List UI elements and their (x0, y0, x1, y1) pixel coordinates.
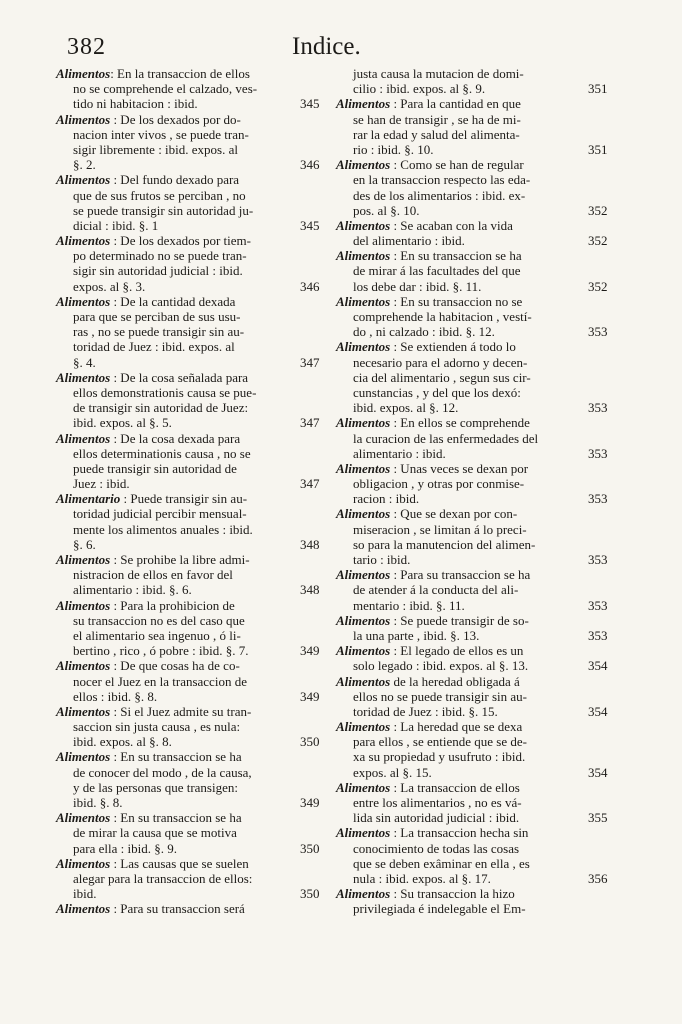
index-entry (336, 248, 608, 294)
index-entry (336, 886, 574, 916)
entry-line: comprehende la habitacion , vestí- (353, 309, 532, 324)
page-reference: 355 (588, 810, 608, 826)
entry-line: ibid. expos. al §. 5. (73, 415, 172, 431)
entry-line: rio : ibid. §. 10. (353, 141, 434, 157)
entry-line: Alimentos : En ellos se comprehende (336, 415, 530, 431)
page-reference: 353 (588, 491, 608, 507)
page-reference: 350 (300, 840, 320, 856)
page-reference: 353 (588, 324, 608, 340)
entry-line: mente los alimentos anuales : ibid. (73, 521, 253, 537)
entry-line: la curacion de las enfermedades del (353, 430, 539, 446)
index-entry (56, 901, 294, 916)
entry-line: Alimentos : Se prohibe la libre admi- (56, 552, 250, 567)
entry-line: del alimentario : ibid. (353, 233, 465, 249)
entry-line: Alimentos : Si el Juez admite su tran- (56, 703, 252, 719)
index-entry (336, 612, 608, 643)
page-reference: 348 (300, 536, 320, 552)
entry-line: Alimentos : En su transaccion se ha (336, 248, 522, 264)
entry-line: ibid. expos. al §. 8. (73, 734, 172, 750)
index-entry (336, 643, 608, 674)
entry-line: Alimentos : Se extienden á todo lo (336, 339, 516, 355)
entry-line: nistracion de ellos en favor del (73, 567, 233, 583)
page-reference: 345 (300, 96, 320, 112)
entry-line: Alimentos : De la cosa dexada para (56, 430, 241, 446)
page-reference: 351 (588, 81, 608, 97)
entry-line: Alimentario : Puede transigir sin au- (56, 491, 248, 507)
page-number: 382 (67, 34, 106, 60)
entry-line: §. 4. (73, 354, 96, 370)
page-reference: 352 (588, 278, 608, 294)
entry-line: Alimentos : El legado de ellos es un (336, 643, 524, 659)
page-reference: 353 (588, 400, 608, 416)
page-reference: 346 (300, 157, 320, 173)
page-reference: 347 (300, 476, 320, 492)
entry-line: lida sin autoridad judicial : ibid. (353, 810, 520, 826)
entry-line: se puede transigir sin autoridad ju- (73, 202, 254, 218)
entry-line: racion : ibid. (353, 491, 420, 507)
entry-line: se han de transigir , se ha de mi- (353, 111, 521, 127)
entry-line: justa causa la mutacion de domi- (353, 66, 524, 81)
index-entry (336, 96, 608, 157)
entry-line: en la transaccion respecto las eda- (353, 172, 531, 188)
entry-line: Alimentos : Para la cantidad en que (336, 96, 521, 112)
entry-line: ibid. expos. al §. 12. (353, 400, 459, 416)
page-reference: 350 (300, 734, 320, 750)
page-reference: 347 (300, 415, 320, 431)
page-reference: 353 (588, 552, 608, 568)
entry-line: Alimentos: En la transaccion de ellos (56, 66, 250, 81)
entry-line: ellos demonstrationis causa se pue- (73, 384, 257, 400)
entry-line: rar la edad y salud del alimenta- (353, 126, 520, 142)
page-reference: 353 (588, 597, 608, 613)
entry-line: de mirar la causa que se motiva (73, 825, 237, 841)
entry-line: cunstancias , y del que los dexó: (353, 384, 521, 400)
entry-line: §. 2. (73, 157, 96, 173)
page-reference: 349 (300, 643, 320, 659)
index-entry (336, 506, 608, 568)
entry-line: nocer el Juez en la transaccion de (73, 673, 247, 689)
index-entry (336, 719, 608, 780)
entry-line: nula : ibid. expos. al §. 17. (353, 870, 491, 886)
entry-line: miseracion , se limitan á lo preci- (353, 521, 527, 537)
entry-line: ras , no se puede transigir sin au- (73, 324, 245, 340)
entry-line: §. 6. (73, 536, 96, 552)
entry-line: po determinado no se puede tran- (73, 248, 247, 264)
entry-line: privilegiada é indelegable el Em- (353, 901, 526, 917)
entry-line: Alimentos : Las causas que se suelen (56, 855, 249, 871)
index-entry (56, 111, 320, 173)
entry-line: Alimentos : De la cantidad dexada (56, 293, 236, 309)
entry-line: ibid. §. 8. (73, 795, 123, 810)
page-reference: 349 (300, 688, 320, 704)
entry-line: ellos no se puede transigir sin au- (353, 688, 528, 704)
entry-line: Alimentos : Del fundo dexado para (56, 172, 240, 188)
entry-line: cia del alimentario , segun sus cir- (353, 369, 531, 385)
entry-line: Alimentos de la heredad obligada á (336, 673, 520, 689)
page-reference: 345 (300, 217, 320, 233)
index-entry (336, 460, 608, 507)
index-entry (56, 658, 320, 704)
entry-line: Alimentos : En su transaccion se ha (56, 810, 242, 826)
entry-line: Alimentos : En su transaccion se ha (56, 749, 242, 765)
entry-line: des de los alimentarios : ibid. ex- (353, 187, 526, 203)
entry-line: Alimentos : Que se dexan por con- (336, 506, 518, 522)
entry-line: que se deben exâminar en ella , es (353, 855, 530, 871)
entry-line: pos. al §. 10. (353, 202, 420, 218)
entry-line: de mirar á las facultades del que (353, 263, 521, 279)
page-reference: 346 (300, 278, 320, 294)
entry-line: de transigir sin autoridad de Juez: (73, 400, 249, 416)
page-reference: 350 (300, 886, 320, 902)
index-entry (336, 779, 608, 826)
entry-line: no se comprehende el calzado, ves- (73, 81, 258, 97)
entry-line: necesario para el adorno y decen- (353, 354, 528, 370)
entry-line: de atender á la conducta del ali- (353, 582, 519, 598)
entry-line: Alimentos : De que cosas ha de co- (56, 658, 240, 674)
entry-line: Alimentos : Su transaccion la hizo (336, 886, 515, 902)
index-entry (56, 810, 320, 856)
entry-line: puede transigir sin autoridad de (73, 460, 237, 476)
index-entry (336, 415, 608, 461)
right-column (336, 66, 608, 917)
entry-line: bertino , rico , ó pobre : ibid. §. 7. (73, 643, 249, 659)
entry-line: toridad de Juez : ibid. expos. al (73, 339, 235, 355)
entry-line: Alimentos : Para su transaccion será (56, 901, 245, 917)
entry-line: y de las personas que transigen: (73, 779, 238, 795)
index-entry (56, 293, 320, 370)
index-entry (336, 217, 608, 249)
index-entry (56, 703, 320, 750)
page-reference: 348 (300, 582, 320, 598)
entry-line: saccion sin justa causa , es nula: (73, 719, 241, 735)
entry-line: ellos : ibid. §. 8. (73, 688, 158, 704)
entry-line: Juez : ibid. (73, 476, 130, 492)
index-entry (336, 567, 608, 613)
index-entry (336, 293, 608, 340)
entry-line: tario : ibid. (353, 552, 411, 567)
entry-line: solo legado : ibid. expos. al §. 13. (353, 658, 529, 674)
entry-line: Alimentos : De los dexados por do- (56, 111, 241, 127)
entry-line: dicial : ibid. §. 1 (73, 217, 159, 233)
entry-line: Alimentos : Unas veces se dexan por (336, 460, 529, 476)
entry-line: toridad de Juez : ibid. §. 15. (353, 703, 498, 719)
page-reference: 354 (588, 703, 608, 719)
entry-line: Alimentos : De los dexados por tiem- (56, 233, 251, 249)
index-entry (56, 233, 320, 294)
entry-line: Alimentos : En su transaccion no se (336, 293, 523, 309)
entry-line: la una parte , ibid. §. 13. (353, 627, 480, 643)
left-column (56, 66, 320, 917)
page-reference: 356 (588, 870, 608, 886)
index-entry (56, 66, 320, 112)
page-reference: 354 (588, 764, 608, 780)
entry-line: para ellos , se entiende que se de- (353, 734, 527, 750)
index-entry (56, 369, 320, 431)
entry-line: nacion inter vivos , se puede tran- (73, 126, 249, 142)
entry-line: entre los alimentarios , no es vá- (353, 795, 522, 810)
entry-line: tido ni habitacion : ibid. (73, 96, 198, 112)
entry-line: so para la manutencion del alimen- (353, 536, 536, 552)
entry-line: alegar para la transaccion de ellos: (73, 870, 253, 886)
index-entry (336, 673, 608, 720)
entry-line: toridad judicial percibir mensual- (73, 506, 247, 522)
entry-line: sigir libremente : ibid. expos. al (73, 141, 238, 157)
entry-line: alimentario : ibid. (353, 445, 446, 461)
entry-line: que de sus frutos se perciban , no (73, 187, 246, 203)
entry-line: xa su propiedad y usufruto : ibid. (353, 749, 526, 765)
entry-line: alimentario : ibid. §. 6. (73, 582, 192, 598)
index-entry (336, 66, 608, 97)
page-reference: 347 (300, 354, 320, 370)
page-reference: 354 (588, 658, 608, 674)
entry-line: los debe dar : ibid. §. 11. (353, 278, 482, 294)
entry-line: Alimentos : Para la prohibicion de (56, 597, 235, 613)
page-reference: 351 (588, 141, 608, 157)
entry-line: Alimentos : La transaccion de ellos (336, 779, 520, 795)
page-reference: 352 (588, 202, 608, 218)
entry-line: el alimentario sea ingenuo , ó li- (73, 627, 241, 643)
index-entry (56, 597, 320, 659)
entry-line: de conocer del modo , de la causa, (73, 764, 252, 780)
entry-line: obligacion , y otras por conmise- (353, 476, 525, 492)
page-reference: 353 (588, 445, 608, 461)
entry-line: para ella : ibid. §. 9. (73, 840, 177, 856)
entry-line: Alimentos : Se puede transigir de so- (336, 612, 529, 628)
index-entry (56, 855, 320, 902)
entry-line: Alimentos : Se acaban con la vida (336, 217, 513, 233)
entry-line: expos. al §. 15. (353, 764, 432, 780)
index-entry (56, 749, 320, 811)
entry-line: Alimentos : La transaccion hecha sin (336, 825, 529, 841)
page-title: Indice. (292, 33, 361, 60)
entry-line: Alimentos : Para su transaccion se ha (336, 567, 531, 583)
entry-line: ellos determinationis causa , no se (73, 445, 251, 461)
entry-line: expos. al §. 3. (73, 278, 146, 294)
entry-line: Alimentos : Como se han de regular (336, 157, 524, 173)
entry-line: do , ni calzado : ibid. §. 12. (353, 324, 495, 340)
index-entry (336, 157, 608, 218)
entry-line: sigir sin autoridad judicial : ibid. (73, 263, 243, 279)
entry-line: Alimentos : La heredad que se dexa (336, 719, 523, 735)
index-entry (336, 339, 608, 416)
entry-line: mentario : ibid. §. 11. (353, 597, 465, 613)
entry-line: conocimiento de todas las cosas (353, 840, 520, 856)
entry-line: ibid. (73, 886, 97, 902)
index-entry (336, 825, 608, 886)
index-entry (56, 491, 320, 552)
page-reference: 349 (300, 795, 320, 811)
entry-line: su transaccion no es del caso que (73, 612, 245, 628)
entry-line: Alimentos : De la cosa señalada para (56, 369, 249, 385)
page-reference: 353 (588, 627, 608, 643)
entry-line: cilio : ibid. expos. al §. 9. (353, 81, 486, 97)
index-entry (56, 430, 320, 492)
index-entry (56, 552, 320, 598)
index-entry (56, 172, 320, 233)
page-reference: 352 (588, 233, 608, 249)
entry-line: para que se perciban de sus usu- (73, 309, 241, 324)
